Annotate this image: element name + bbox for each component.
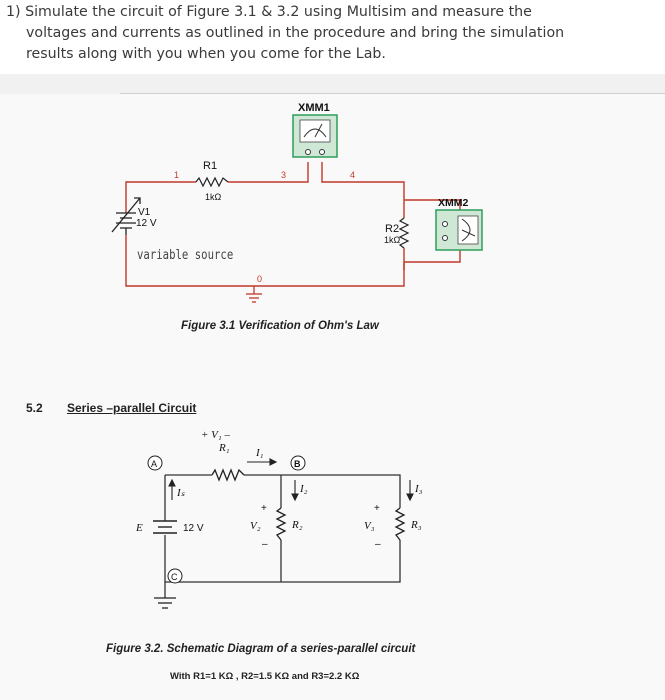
figure-3-1	[126, 162, 460, 286]
r1-value: 1kΩ	[205, 192, 222, 202]
xmm1-multimeter	[293, 115, 337, 157]
r1-resistor-symbol	[196, 178, 228, 186]
v2-label: V₂	[250, 520, 261, 532]
figure-3-2-caption: Figure 3.2. Schematic Diagram of a series-parallel circuit	[106, 643, 416, 655]
r3-fig32-resistor	[396, 508, 404, 540]
v1-name: V1	[138, 207, 151, 218]
r1-label: R₁	[219, 442, 230, 454]
node-a-label: A	[151, 459, 158, 469]
r2-value: 1kΩ	[384, 235, 401, 245]
i3-label: I₃	[415, 483, 423, 495]
r1-name: R1	[203, 160, 218, 172]
r3-label: R₃	[411, 519, 422, 531]
is-label: Iₛ	[177, 487, 185, 499]
v1-label: + V₁ –	[201, 429, 230, 441]
wire-node-3	[228, 162, 308, 182]
v3-plus: +	[374, 503, 380, 514]
v2-plus: +	[261, 503, 267, 514]
e-battery-symbol	[153, 521, 177, 533]
i1-label: I₁	[256, 447, 264, 459]
node-b-label: B	[294, 459, 301, 469]
xmm1-label: XMM1	[298, 102, 330, 114]
figure-3-2	[165, 475, 400, 598]
node-1-label: 1	[174, 170, 180, 180]
question-line-1: 1) Simulate the circuit of Figure 3.1 & 3.2 using Multisim and measure the	[6, 4, 532, 20]
ground-symbol-fig1	[246, 286, 262, 302]
wire-node-4	[322, 162, 404, 218]
v2-minus: –	[262, 539, 268, 550]
e-label: E	[136, 522, 143, 534]
r2-resistor-symbol	[400, 218, 408, 248]
figure-3-1-caption: Figure 3.1 Verification of Ohm's Law	[181, 320, 379, 332]
section-title: Series –parallel Circuit	[67, 401, 197, 415]
node-c-label: C	[171, 572, 178, 582]
v1-value: 12 V	[136, 218, 157, 229]
r2-name: R2	[385, 223, 400, 235]
v3-minus: –	[375, 539, 381, 550]
r1-fig32-resistor	[212, 470, 244, 480]
node-4-label: 4	[350, 170, 356, 180]
xmm2-multimeter	[436, 210, 482, 250]
node-3-label: 3	[281, 170, 287, 180]
e-value: 12 V	[183, 523, 204, 534]
xmm2-label: XMM2	[438, 197, 469, 209]
question-line-3: results along with you when you come for the Lab.	[26, 46, 386, 62]
r2-label: R₂	[292, 519, 303, 531]
section-number: 5.2	[26, 401, 43, 415]
resistor-values-note: With R1=1 KΩ , R2=1.5 KΩ and R3=2.2 KΩ	[170, 671, 360, 682]
i2-label: I₂	[300, 483, 308, 495]
question-line-2: voltages and currents as outlined in the procedure and bring the simulation	[26, 25, 565, 41]
ground-symbol-fig2	[154, 598, 176, 608]
node-0-label: 0	[257, 274, 263, 284]
wire-left-bottom	[165, 535, 400, 582]
v3-label: V₃	[364, 520, 375, 532]
r2-fig32-resistor	[277, 508, 285, 540]
variable-source-label: variable source	[137, 248, 234, 263]
